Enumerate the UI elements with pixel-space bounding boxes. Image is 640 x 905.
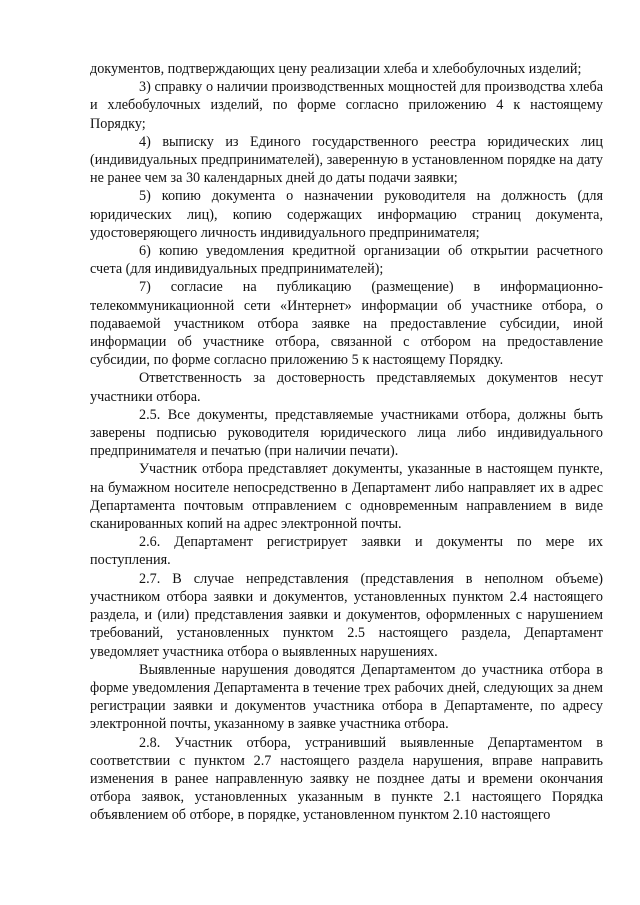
paragraph-2-8: 2.8. Участник отбора, устранивший выявленные Департаментом в соответствии с пунктом 2.7 настоящего раздела нарушения, вправе направить изменения в ранее направленную заявку не позднее даты и времени окончания отбора заявок, установленных указанным в пункте 2.1 настоящего Порядка объявлением об отборе, в порядке, установленном пунктом 2.10 настоящего	[90, 734, 603, 824]
paragraph-item-3: 3) справку о наличии производственных мощностей для производства хлеба и хлебобулочных изделий, по форме согласно приложению 4 к настоящему Порядку;	[90, 79, 603, 132]
paragraph-item-5: 5) копию документа о назначении руководителя на должность (для юридических лиц), копию содержащих информацию страниц документа, удостоверяющего личность индивидуального предпринимателя;	[90, 188, 603, 241]
paragraph-2-5: 2.5. Все документы, представляемые участниками отбора, должны быть заверены подписью руководителя юридического лица либо индивидуального предпринимателя и печатью (при наличии печати).	[90, 406, 603, 460]
paragraph-2-6: 2.6. Департамент регистрирует заявки и документы по мере их поступления.	[90, 534, 603, 569]
paragraph-2-5-submission: Участник отбора представляет документы, указанные в настоящем пункте, на бумажном носителе непосредственно в Департамент либо направляет их в адрес Департамента почтовым отправлением с одновременным направлением в виде сканированных копий на адрес электронной почты.	[90, 461, 603, 533]
paragraph-item-4: 4) выписку из Единого государственного реестра юридических лиц (индивидуальных предпринимателей), заверенную в установленном порядке на дату не ранее чем за 30 календарных дней до даты подачи заявки;	[90, 133, 603, 187]
paragraph-2-7: 2.7. В случае непредставления (представления в неполном объеме) участником отбора заявки и документов, установленных пунктом 2.4 настоящего раздела, и (или) представления заявки и документов, оформленных с нарушением требований, установленных пунктом 2.5 настоящего раздела, Департамент уведомляет участника отбора о выявленных нарушениях.	[90, 570, 603, 660]
paragraph-2-7-notification: Выявленные нарушения доводятся Департаментом до участника отбора в форме уведомления Департамента в течение трех рабочих дней, следующих за днем регистрации заявки и документов участника отбора в Департаменте, по адресу электронной почты, указанному в заявке участника отбора.	[90, 661, 603, 733]
paragraph-item-7: 7) согласие на публикацию (размещение) в информационно-телекоммуникационной сети «Интернет» информации об участнике отбора, о подаваемой участником отбора заявке на предоставление субсидии, иной информации об участнике отбора, связанной с отбором на предоставление субсидии, по форме согласно приложению 5 к настоящему Порядку.	[90, 279, 603, 369]
paragraph-item-6: 6) копию уведомления кредитной организации об открытии расчетного счета (для индивидуальных предпринимателей);	[90, 243, 603, 278]
document-text-body	[90, 60, 603, 825]
paragraph-responsibility: Ответственность за достоверность представляемых документов несут участники отбора.	[90, 370, 603, 405]
paragraph-continuation: документов, подтверждающих цену реализации хлеба и хлебобулочных изделий;	[90, 61, 582, 77]
